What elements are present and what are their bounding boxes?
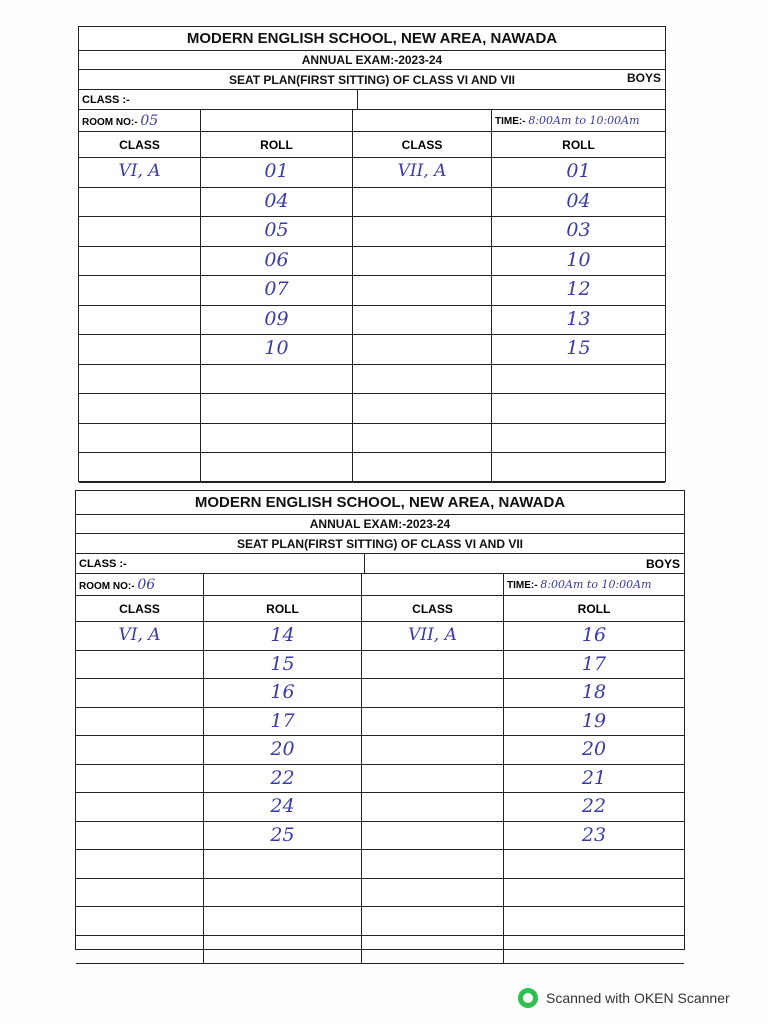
room-no-cell — [79, 110, 201, 131]
class-info-row — [79, 90, 665, 110]
room-no-value: 06 — [137, 577, 156, 593]
left-class-cell — [76, 850, 204, 878]
right-roll-cell — [492, 394, 665, 423]
right-class-cell — [362, 765, 504, 793]
right-roll-cell — [504, 879, 684, 907]
left-class-cell — [76, 708, 204, 736]
right-class-cell — [362, 679, 504, 707]
room-time-blank-2 — [353, 110, 492, 131]
left-class-cell — [76, 736, 204, 764]
left-roll-cell: 20 — [204, 736, 362, 764]
table-row — [79, 188, 665, 218]
right-roll-cell: 10 — [566, 248, 591, 271]
room-time-row — [79, 110, 665, 132]
right-class-cell — [353, 365, 492, 394]
left-roll-cell: 06 — [201, 247, 353, 276]
right-roll-cell — [504, 907, 684, 935]
table-row — [76, 679, 684, 708]
right-class-cell — [353, 217, 492, 246]
room-time-blank-2 — [362, 574, 504, 595]
right-roll-cell: 13 — [566, 307, 591, 330]
column-headers — [79, 132, 665, 158]
right-class-cell — [353, 306, 492, 335]
school-title: MODERN ENGLISH SCHOOL, NEW AREA, NAWADA — [76, 491, 684, 515]
right-class-cell — [362, 736, 504, 764]
table-row — [76, 879, 684, 908]
right-class-cell — [353, 247, 492, 276]
left-class-cell — [76, 822, 204, 850]
left-class-cell — [79, 424, 201, 453]
boys-label: BOYS — [626, 71, 661, 85]
left-class-cell: VI, A — [76, 622, 204, 650]
right-roll-cell — [492, 365, 665, 394]
left-class-cell — [79, 335, 201, 364]
table-row — [79, 158, 665, 188]
right-roll-cell: 03 — [566, 219, 591, 241]
left-class-cell — [76, 879, 204, 907]
table-row — [76, 907, 684, 936]
right-class-cell: VII, A — [353, 158, 492, 187]
time-value: 8:00Am to 10:00Am — [540, 578, 652, 591]
left-class-cell — [76, 936, 204, 964]
left-roll-cell: 10 — [201, 335, 353, 364]
scanner-footer — [518, 988, 730, 1008]
class-label: CLASS :- — [76, 554, 365, 573]
col-roll-left: ROLL — [204, 596, 362, 621]
left-class-cell — [79, 453, 201, 482]
left-roll-cell — [204, 879, 362, 907]
table-row — [76, 822, 684, 851]
room-no-cell — [76, 574, 204, 595]
class-info-blank — [365, 554, 684, 573]
right-roll-cell: 17 — [581, 652, 607, 675]
right-class-cell — [362, 822, 504, 850]
room-no-label: ROOM NO:- — [82, 117, 138, 128]
boys-label: BOYS — [645, 557, 680, 571]
table-row — [76, 793, 684, 822]
seat-rows — [79, 158, 665, 483]
right-class-cell — [353, 424, 492, 453]
left-roll-cell: 04 — [201, 188, 353, 217]
left-roll-cell — [204, 850, 362, 878]
room-time-blank-1 — [204, 574, 362, 595]
table-row — [79, 306, 665, 336]
time-cell — [492, 110, 665, 131]
table-row — [76, 651, 684, 680]
left-class-cell — [79, 188, 201, 217]
left-roll-cell — [204, 907, 362, 935]
left-roll-cell: 07 — [201, 276, 353, 305]
left-roll-cell: 01 — [201, 158, 353, 187]
right-class-cell — [362, 907, 504, 935]
room-no-label: ROOM NO:- — [79, 581, 135, 592]
col-roll-right: ROLL — [562, 138, 595, 152]
table-row — [79, 247, 665, 277]
left-roll-cell — [201, 424, 353, 453]
table-row — [76, 736, 684, 765]
left-roll-cell: 22 — [204, 765, 362, 793]
right-roll-cell — [492, 424, 665, 453]
col-class-left: CLASS — [76, 596, 204, 621]
seat-rows — [76, 622, 684, 964]
seat-plan-title — [79, 70, 665, 90]
right-roll-cell: 12 — [566, 278, 591, 300]
class-info-row — [76, 554, 684, 574]
right-roll-cell: 18 — [581, 681, 607, 703]
left-roll-cell: 14 — [204, 622, 362, 650]
seat-plan-sheet-1 — [78, 26, 666, 482]
left-class-cell: VI, A — [79, 158, 201, 187]
left-class-cell — [79, 394, 201, 423]
right-class-cell — [353, 276, 492, 305]
right-roll-cell — [504, 850, 684, 878]
right-class-cell — [362, 793, 504, 821]
table-row — [76, 850, 684, 879]
room-no-value: 05 — [140, 113, 159, 129]
left-roll-cell: 09 — [201, 306, 353, 335]
left-class-cell — [79, 247, 201, 276]
col-class-right: CLASS — [362, 596, 504, 621]
table-row — [79, 424, 665, 454]
right-class-cell — [362, 879, 504, 907]
left-roll-cell — [204, 936, 362, 964]
table-row — [79, 217, 665, 247]
left-roll-cell — [201, 394, 353, 423]
left-roll-cell: 25 — [204, 822, 362, 850]
left-class-cell — [76, 907, 204, 935]
table-row — [79, 394, 665, 424]
table-row — [76, 708, 684, 737]
col-class-left: CLASS — [79, 132, 201, 157]
left-class-cell — [79, 217, 201, 246]
table-row — [76, 936, 684, 965]
right-roll-cell: 20 — [581, 738, 607, 760]
left-class-cell — [76, 793, 204, 821]
left-class-cell — [79, 276, 201, 305]
right-roll-cell: 16 — [581, 624, 607, 646]
table-row — [79, 365, 665, 395]
right-class-cell — [353, 188, 492, 217]
seat-plan-title — [76, 534, 684, 554]
table-row — [79, 276, 665, 306]
scanner-logo-icon — [518, 988, 538, 1008]
time-cell — [504, 574, 684, 595]
column-headers — [76, 596, 684, 622]
right-roll-cell: 01 — [566, 160, 591, 182]
right-class-cell: VII, A — [362, 622, 504, 650]
left-roll-cell — [201, 453, 353, 482]
col-roll-left: ROLL — [201, 132, 353, 157]
right-roll-cell: 04 — [566, 189, 591, 212]
left-class-cell — [79, 306, 201, 335]
right-roll-cell: 22 — [581, 795, 607, 817]
right-roll-cell: 19 — [581, 709, 607, 732]
col-class-right: CLASS — [353, 132, 492, 157]
right-roll-cell — [504, 936, 684, 964]
left-roll-cell: 16 — [204, 679, 362, 707]
table-row — [79, 453, 665, 483]
right-class-cell — [353, 335, 492, 364]
class-label: CLASS :- — [79, 90, 358, 109]
left-roll-cell: 17 — [204, 708, 362, 736]
right-roll-cell: 21 — [581, 766, 607, 789]
time-label: TIME:- — [507, 580, 538, 591]
left-roll-cell: 15 — [204, 651, 362, 679]
left-class-cell — [79, 365, 201, 394]
class-info-blank — [358, 90, 665, 109]
right-class-cell — [362, 850, 504, 878]
right-class-cell — [353, 453, 492, 482]
seat-plan-text: SEAT PLAN(FIRST SITTING) OF CLASS VI AND VII — [236, 537, 523, 551]
table-row — [79, 335, 665, 365]
time-value: 8:00Am to 10:00Am — [528, 114, 640, 127]
right-class-cell — [362, 651, 504, 679]
left-class-cell — [76, 679, 204, 707]
right-roll-cell — [492, 453, 665, 482]
exam-title: ANNUAL EXAM:-2023-24 — [76, 515, 684, 534]
left-roll-cell: 05 — [201, 217, 353, 246]
seat-plan-text: SEAT PLAN(FIRST SITTING) OF CLASS VI AND VII — [228, 73, 515, 87]
right-class-cell — [362, 708, 504, 736]
left-class-cell — [76, 651, 204, 679]
right-class-cell — [353, 394, 492, 423]
right-roll-cell: 23 — [581, 823, 607, 846]
room-time-row — [76, 574, 684, 596]
table-row — [76, 765, 684, 794]
table-row — [76, 622, 684, 651]
right-roll-cell: 15 — [566, 337, 591, 359]
seat-plan-sheet-2 — [75, 490, 685, 950]
scanner-footer-text: Scanned with OKEN Scanner — [546, 990, 730, 1006]
school-title: MODERN ENGLISH SCHOOL, NEW AREA, NAWADA — [79, 27, 665, 51]
left-roll-cell — [201, 365, 353, 394]
room-time-blank-1 — [201, 110, 353, 131]
time-label: TIME:- — [495, 116, 526, 127]
exam-title: ANNUAL EXAM:-2023-24 — [79, 51, 665, 70]
right-class-cell — [362, 936, 504, 964]
col-roll-right: ROLL — [577, 602, 611, 616]
left-roll-cell: 24 — [204, 793, 362, 821]
left-class-cell — [76, 765, 204, 793]
